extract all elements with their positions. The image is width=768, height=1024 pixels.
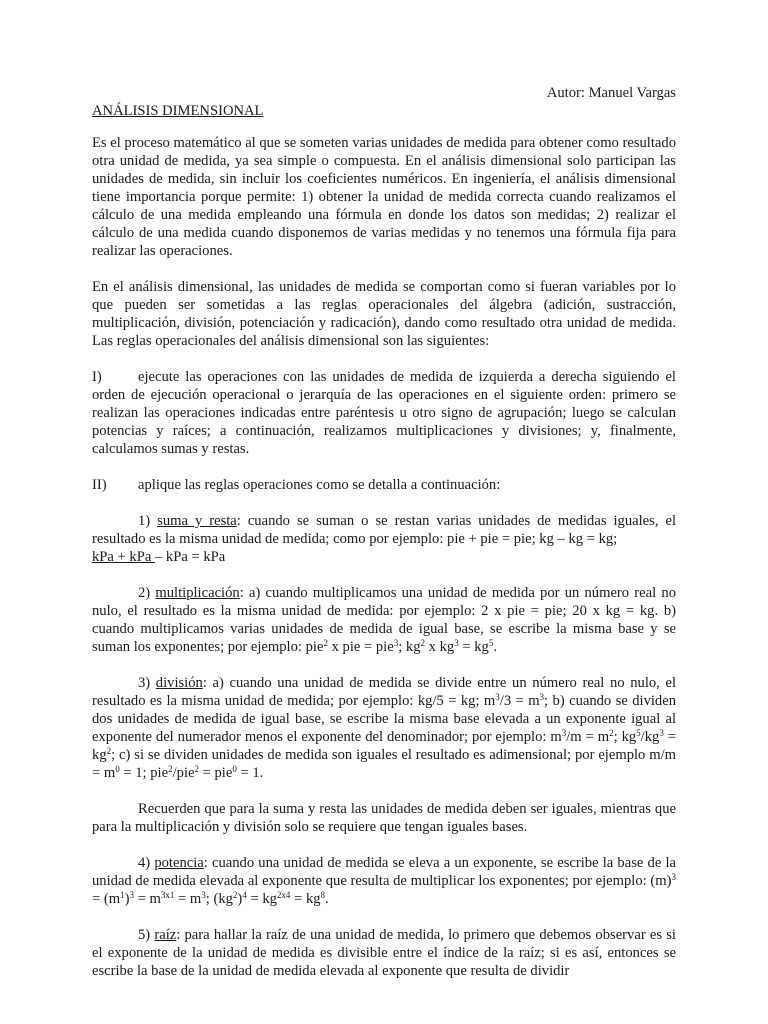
div-text: /3 = m xyxy=(499,693,540,709)
pot-text: = kg xyxy=(246,891,277,907)
mult-text: = kg xyxy=(458,639,489,655)
exponent: 2 xyxy=(194,764,199,774)
div-text: /m = m xyxy=(566,729,610,745)
div-text: ; c) si se dividen unidades de medida son iguales el resultado es adimensional; por ejemplo m/m = m xyxy=(92,747,676,781)
exponent: 3 xyxy=(561,728,567,738)
suma-resta-paragraph xyxy=(92,512,676,566)
exponent: 4 xyxy=(242,890,247,900)
div-text: : a) cuando una unidad de medida se divide entre un número real no nulo, el resultado es la misma unidad de medida; por ejemplo: kg/5 = kg; m xyxy=(92,675,676,709)
document-title: ANÁLISIS DIMENSIONAL xyxy=(92,103,264,119)
mult-text: x kg xyxy=(425,639,455,655)
mult-term: multiplicación xyxy=(155,585,240,601)
rule-i-label: I) xyxy=(92,369,102,385)
exponent: 3x1 xyxy=(160,890,175,900)
exponent: 2x4 xyxy=(276,890,291,900)
exponent: 3 xyxy=(671,872,676,882)
div-text: = 1; pie xyxy=(119,765,169,781)
pot-text: = m xyxy=(174,891,202,907)
suma-kpa-rest: – kPa = kPa xyxy=(154,549,226,565)
suma-num: 1) xyxy=(138,513,158,529)
suma-kpa-underlined: kPa + kPa xyxy=(92,549,155,565)
exponent: 3 xyxy=(539,692,545,702)
rule-i-text: ejecute las operaciones con las unidades de medida de izquierda a derecha siguiendo el orden de ejecución operacional o jerarquía de las operaciones en el siguiente orden: primero se realizan las operaciones indicadas entre paréntesis u otro signo de agrupación; luego se calculan potencias y raíces; a continuación, realizamos multiplicaciones y divisiones; y, finalmente, calculamos sumas y restas. xyxy=(92,369,676,457)
author-line: Autor: Manuel Vargas xyxy=(546,85,676,101)
exponent: 3 xyxy=(129,890,134,900)
multiplicacion-paragraph xyxy=(92,584,676,656)
exponent: 5 xyxy=(488,638,494,648)
division-paragraph xyxy=(92,674,676,782)
div-text: = kg xyxy=(92,729,676,763)
exponent: 3 xyxy=(495,692,500,702)
pot-num: 4) xyxy=(138,855,155,871)
exponent: 5 xyxy=(636,728,641,738)
exponent: 2 xyxy=(420,638,426,648)
div-text: ; b) cuando se dividen dos unidades de medida de igual base, se escribe la misma base elevada a un exponente igual al exponente del numerador menos el exponente del denominador; por ejemplo: m xyxy=(92,693,676,745)
exponent: 0 xyxy=(115,764,120,774)
suma-term: suma y resta xyxy=(157,513,237,529)
exponent: 8 xyxy=(320,890,326,900)
document-page xyxy=(92,84,676,980)
raiz-paragraph xyxy=(92,926,676,980)
pot-text: . xyxy=(325,891,329,907)
pot-text: = (m xyxy=(92,891,121,907)
exponent: 3 xyxy=(393,638,399,648)
pot-term: potencia xyxy=(154,855,204,871)
raiz-text: : para hallar la raíz de una unidad de medida, lo primero que debemos observar es si el exponente de la unidad de medida es divisible entre el índice de la raíz; si es así, entonces se escribe la base de la unidad de medida elevada al exponente que resulta de dividir xyxy=(92,927,676,979)
mult-text: ; kg xyxy=(398,639,421,655)
exponent: 3 xyxy=(454,638,459,648)
potencia-paragraph xyxy=(92,854,676,908)
rule-ii-label: II) xyxy=(92,477,107,493)
exponent: 3 xyxy=(201,890,206,900)
mult-text: . xyxy=(493,639,497,655)
div-text: /pie xyxy=(172,765,195,781)
raiz-term: raíz xyxy=(154,927,177,943)
pot-text: ; (kg xyxy=(205,891,233,907)
intro-paragraph: Es el proceso matemático al que se someten varias unidades de medida para obtener como resultado otra unidad de medida, ya sea simple o compuesta. En el análisis dimensional solo participan las unidades de medida, sin incluir los coeficientes numéricos. En ingeniería, el análisis dimensional tiene importancia porque permite: 1) obtener la unidad de medida correcta cuando realizamos el cálculo de una medida empleando una fórmula en donde los datos son medidas; 2) realizar el cálculo de una medida cuando disponemos de varias medidas y no tenemos una fórmula fija para realizar las operaciones. xyxy=(92,135,676,259)
suma-text: : cuando se suman o se restan varias unidades de medidas iguales, el resultado es la misma unidad de medida; como por ejemplo: pie + pie = pie; kg – kg = kg; xyxy=(92,513,677,547)
exponent: 2 xyxy=(232,890,238,900)
raiz-num: 5) xyxy=(138,927,155,943)
div-text: /kg xyxy=(640,729,660,745)
pot-text: = m xyxy=(133,891,161,907)
rule-i-paragraph xyxy=(92,368,676,458)
mult-num: 2) xyxy=(138,585,156,601)
recuerden-paragraph: Recuerden que para la suma y resta las unidades de medida deben ser iguales, mientras que para la multiplicación y división solo se requiere que tengan iguales bases. xyxy=(92,801,676,835)
div-text: ; kg xyxy=(613,729,637,745)
rule-ii-paragraph xyxy=(92,476,676,494)
rules-paragraph: En el análisis dimensional, las unidades de medida se comportan como si fueran variables por lo que pueden ser sometidas a las reglas operacionales del álgebra (adición, sustracción, multiplicación, división, potenciación y radicación), dando como resultado otra unidad de medida. Las reglas operacionales del análisis dimensional son las siguientes: xyxy=(92,279,676,349)
div-text: = pie xyxy=(198,765,233,781)
div-text: = 1. xyxy=(236,765,264,781)
mult-text: x pie = pie xyxy=(327,639,394,655)
div-num: 3) xyxy=(138,675,156,691)
exponent: 2 xyxy=(323,638,328,648)
rule-ii-text: aplique las reglas operaciones como se detalla a continuación: xyxy=(138,477,501,493)
pot-text: : cuando una unidad de medida se eleva a un exponente, se escribe la base de la unidad de medida elevada al exponente que resulta de multiplicar los exponentes; por ejemplo: (m) xyxy=(92,855,676,889)
exponent: 2 xyxy=(106,746,112,756)
exponent: 2 xyxy=(609,728,614,738)
pot-text: ) xyxy=(237,891,243,907)
exponent: 2 xyxy=(168,764,173,774)
pot-text: ) xyxy=(124,891,130,907)
exponent: 3 xyxy=(659,728,664,738)
div-term: división xyxy=(155,675,203,691)
pot-text: = kg xyxy=(290,891,321,907)
exponent: 0 xyxy=(232,764,237,774)
mult-text: : a) cuando multiplicamos una unidad de medida por un número real no nulo, el resultado es la misma unidad de medida: por ejemplo: 2 x pie = pie; 20 x kg = kg. b) cuando multiplicamos varias unidades de medida de igual base, se escribe la misma base y se suman los exponentes; por ejemplo: pie xyxy=(92,585,676,655)
exponent: 1 xyxy=(120,890,125,900)
